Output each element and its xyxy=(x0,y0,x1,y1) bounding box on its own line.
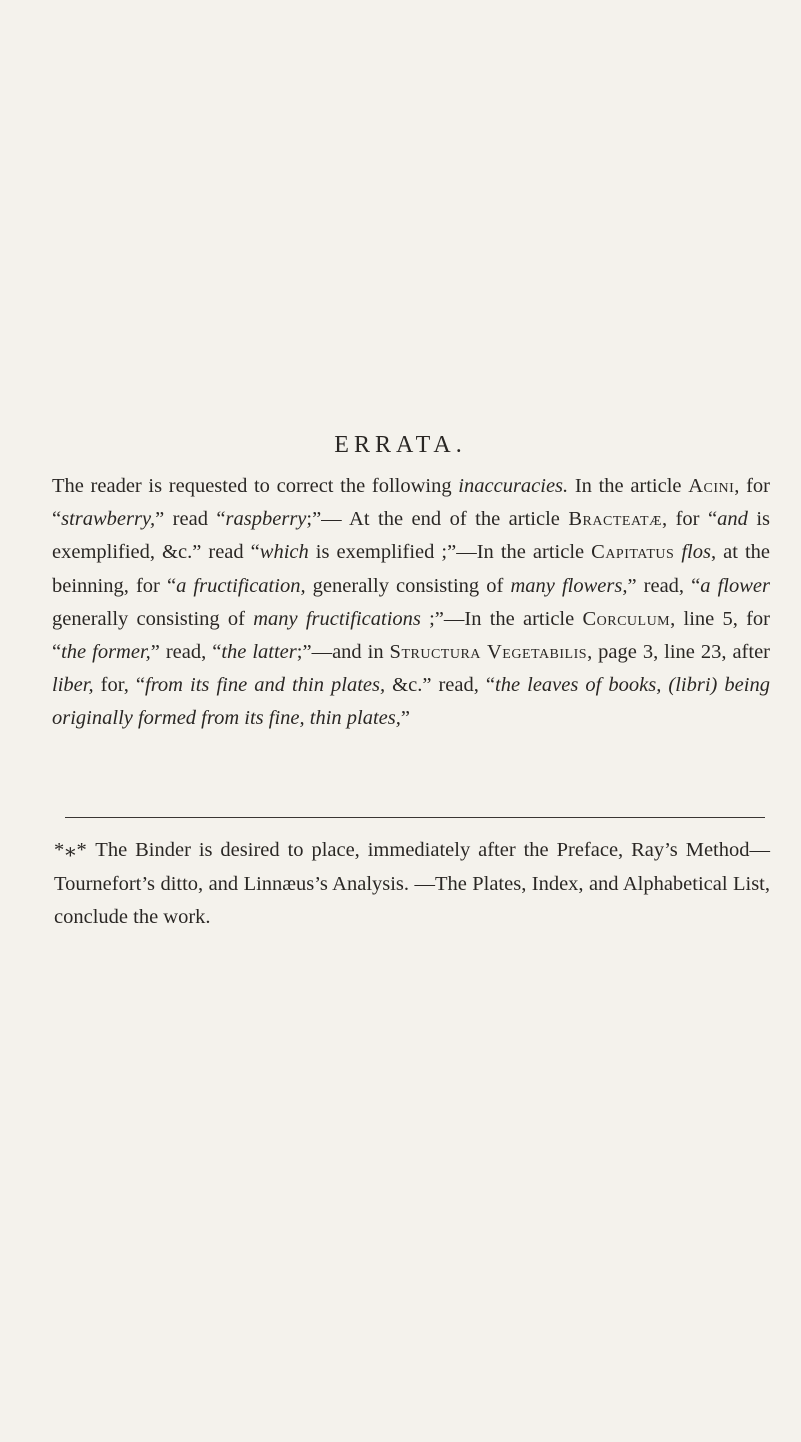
erratum-3-wrong: a fructification, xyxy=(176,574,306,597)
erratum-2-for: , for “ xyxy=(662,508,718,531)
erratum-4-pre: —In the article xyxy=(443,607,583,630)
erratum-1-end: ;”— xyxy=(306,508,342,531)
erratum-4-for: , line 5, for “ xyxy=(52,607,770,664)
erratum-5-wrong: from its fine and thin plates, xyxy=(145,674,386,697)
erratum-5-after-word: liber, xyxy=(52,674,94,697)
divider-rule xyxy=(65,817,765,818)
erratum-2-article: Bracteatæ xyxy=(568,508,662,531)
erratum-5-pre: —and in xyxy=(311,641,390,664)
erratum-2-read: read “ xyxy=(201,541,260,564)
erratum-2-wrong-rest: is exemplified, &c.” xyxy=(52,508,770,564)
erratum-3-right-rest: generally consisting of xyxy=(52,607,254,630)
erratum-3-for: , at the beinning, for “ xyxy=(52,541,770,597)
erratum-1-for: , for “ xyxy=(52,475,770,531)
errata-paragraph xyxy=(52,470,770,736)
erratum-4-right: the latter xyxy=(221,641,297,664)
erratum-4-wrong: the former, xyxy=(61,641,151,664)
intro-italic: inaccuracies. xyxy=(458,475,569,497)
erratum-1-pre: In the article xyxy=(568,475,689,497)
erratum-5-article: Structura Vegetabilis xyxy=(389,641,588,664)
erratum-3-article: Capitatus xyxy=(591,541,675,564)
erratum-3-wrong-italic: many flowers, xyxy=(510,574,628,597)
erratum-2-right-rest: is exemplified ;” xyxy=(308,541,457,564)
erratum-3-read: ” read, “ xyxy=(627,574,701,597)
erratum-5-wrong-rest: &c.” xyxy=(385,674,432,697)
binder-note xyxy=(54,834,770,935)
erratum-2-pre: At the end of the article xyxy=(341,508,569,531)
erratum-1-read: ” read “ xyxy=(155,508,226,531)
intro-text: The reader is requested to correct the following xyxy=(52,475,459,497)
erratum-4-read: ” read, “ xyxy=(150,641,222,664)
erratum-1-article: Acini xyxy=(688,475,735,497)
binder-note-text: The Binder is desired to place, immediately after the Preface, Ray’s Method—Tournefort’s ditto, and Linnæus’s Analysis. —The Plates, Index, and Alphabetical List, conclude the work. xyxy=(54,839,770,928)
erratum-4-article: Corculum xyxy=(582,607,671,630)
erratum-3-end: ;” xyxy=(420,607,444,630)
errata-title: ERRATA. xyxy=(334,432,467,458)
erratum-4-end: ;” xyxy=(296,641,312,664)
erratum-3-article-italic: flos xyxy=(674,541,711,564)
erratum-3-wrong-rest: generally consisting of xyxy=(305,574,511,597)
erratum-5-end: ” xyxy=(400,707,410,730)
erratum-5-read: read, “ xyxy=(431,674,496,697)
erratum-2-wrong: and xyxy=(717,508,748,531)
erratum-3-right-italic: many fructifications xyxy=(253,607,421,630)
erratum-5-location: , page 3, line 23, after xyxy=(587,641,771,664)
erratum-3-pre: —In the article xyxy=(456,541,592,564)
asterism-icon: *⁎* xyxy=(54,839,88,861)
erratum-1-right: raspberry xyxy=(225,508,307,531)
erratum-3-right: a flower xyxy=(700,574,770,597)
erratum-5-for: for, “ xyxy=(93,674,145,697)
erratum-1-wrong: strawberry, xyxy=(61,508,156,531)
erratum-5-right: the leaves of books, (libri) being originally formed from its fine, thin plates, xyxy=(52,674,770,730)
erratum-2-right: which xyxy=(259,541,309,564)
errata-body xyxy=(52,470,770,736)
